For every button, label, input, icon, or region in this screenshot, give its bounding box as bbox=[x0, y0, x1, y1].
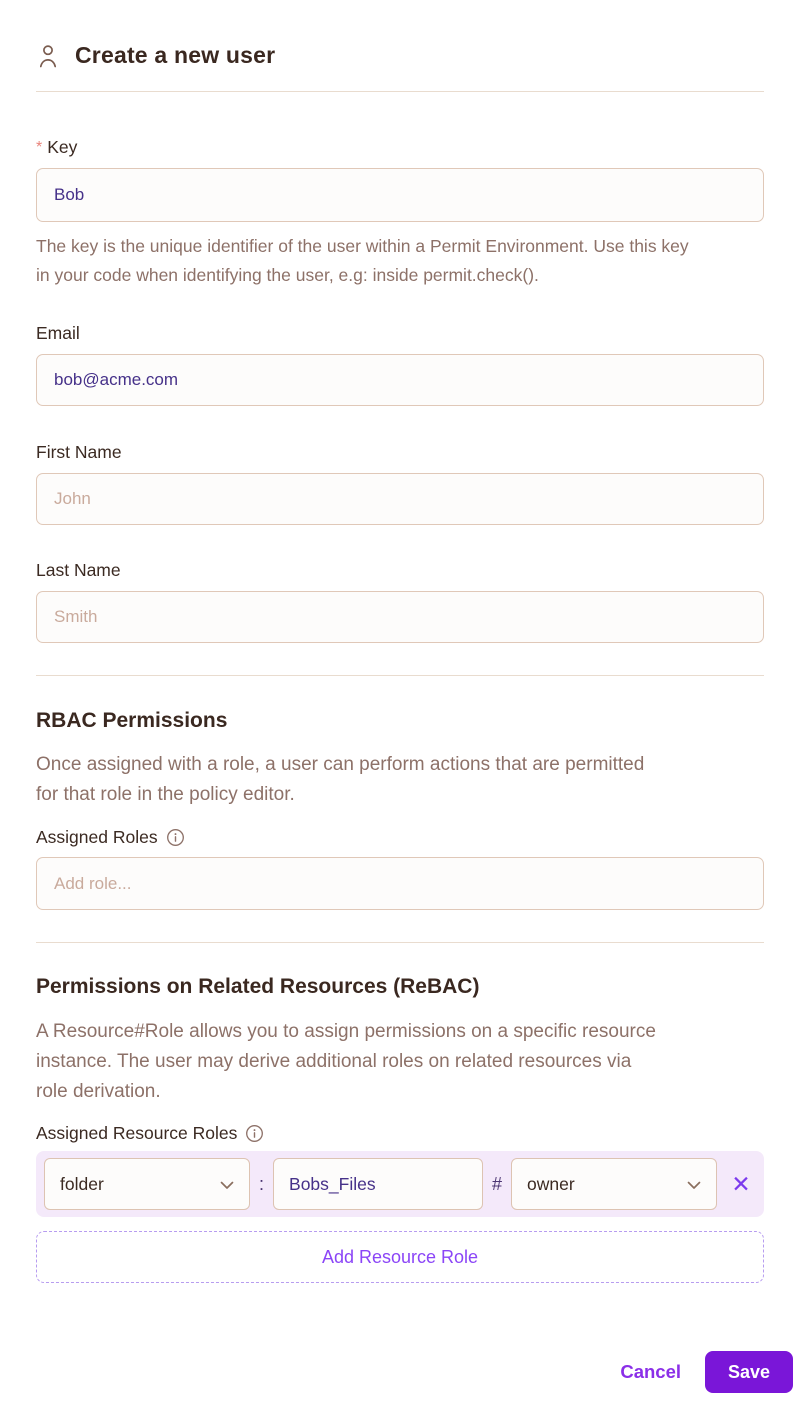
resource-role-value: owner bbox=[527, 1173, 575, 1194]
key-input[interactable] bbox=[36, 168, 764, 222]
rebac-description: A Resource#Role allows you to assign permissions on a specific resource instance. The user may derive additional roles on related resources via role derivation. bbox=[36, 1021, 656, 1102]
key-label-text: Key bbox=[47, 137, 78, 157]
section-divider-rebac bbox=[36, 942, 764, 943]
required-marker: * bbox=[36, 138, 43, 156]
assigned-resource-roles-label bbox=[36, 1123, 764, 1144]
instance-separator: : bbox=[259, 1173, 265, 1194]
section-divider-rbac bbox=[36, 675, 764, 676]
resource-type-value: folder bbox=[60, 1173, 104, 1194]
last-name-label-text: Last Name bbox=[36, 560, 121, 580]
header-divider bbox=[36, 91, 764, 92]
key-help-text: The key is the unique identifier of the user within a Permit Environment. Use this key in your code when identifying the user, e.g: inside permit.check(). bbox=[36, 236, 689, 285]
email-field-group bbox=[36, 323, 764, 406]
email-input[interactable] bbox=[36, 354, 764, 406]
assigned-roles-label bbox=[36, 827, 764, 848]
form-header bbox=[36, 42, 764, 69]
save-button[interactable]: Save bbox=[705, 1351, 793, 1393]
resource-role-row bbox=[36, 1151, 764, 1217]
email-label bbox=[36, 323, 764, 344]
email-label-text: Email bbox=[36, 323, 80, 343]
info-icon[interactable] bbox=[245, 1124, 264, 1143]
user-icon bbox=[36, 43, 60, 69]
rbac-section bbox=[36, 709, 764, 910]
close-icon: ✕ bbox=[731, 1170, 751, 1197]
rebac-section bbox=[36, 975, 764, 1283]
first-name-label-text: First Name bbox=[36, 442, 122, 462]
add-role-input[interactable] bbox=[36, 857, 764, 910]
last-name-input[interactable] bbox=[36, 591, 764, 643]
chevron-down-icon bbox=[687, 1174, 701, 1195]
last-name-label bbox=[36, 560, 764, 581]
role-separator: # bbox=[491, 1173, 502, 1194]
resource-role-select[interactable] bbox=[511, 1158, 717, 1210]
last-name-field-group bbox=[36, 560, 764, 643]
info-icon[interactable] bbox=[166, 828, 185, 847]
resource-instance-input[interactable] bbox=[273, 1158, 483, 1210]
first-name-label bbox=[36, 442, 764, 463]
key-field-group bbox=[36, 137, 764, 290]
assigned-roles-label-text: Assigned Roles bbox=[36, 827, 158, 847]
first-name-input[interactable] bbox=[36, 473, 764, 525]
first-name-field-group bbox=[36, 442, 764, 525]
resource-type-select[interactable] bbox=[44, 1158, 250, 1210]
rbac-heading: RBAC Permissions bbox=[36, 709, 228, 732]
cancel-button[interactable]: Cancel bbox=[610, 1353, 691, 1391]
rebac-heading: Permissions on Related Resources (ReBAC) bbox=[36, 975, 480, 998]
remove-resource-role-button[interactable] bbox=[726, 1158, 756, 1210]
key-label bbox=[36, 137, 764, 158]
page-title: Create a new user bbox=[75, 42, 276, 68]
form-footer bbox=[36, 1351, 793, 1393]
add-resource-role-button[interactable]: Add Resource Role bbox=[36, 1231, 764, 1283]
rbac-description: Once assigned with a role, a user can perform actions that are permitted for that role in the policy editor. bbox=[36, 754, 645, 805]
assigned-resource-roles-label-text: Assigned Resource Roles bbox=[36, 1123, 238, 1143]
chevron-down-icon bbox=[220, 1174, 234, 1195]
add-role-field-group bbox=[36, 857, 764, 910]
